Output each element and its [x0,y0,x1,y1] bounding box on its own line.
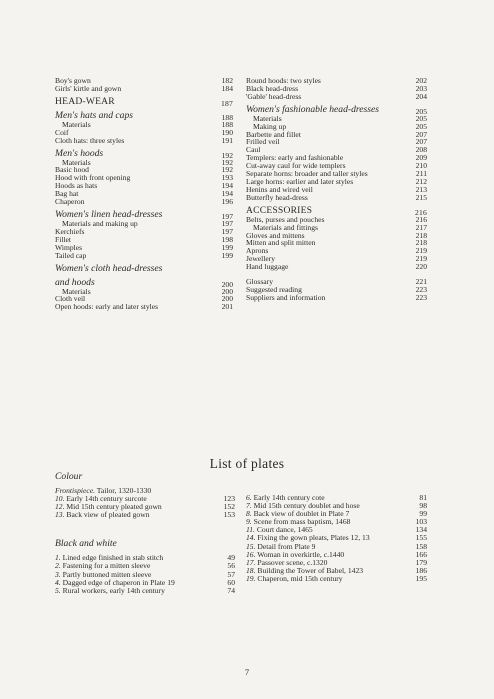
toc-entry-page: 209 [415,153,427,163]
plate-number: 14. [246,533,256,543]
colour-plates-list [55,487,235,519]
toc-entry [246,239,427,247]
toc-entry-title: Materials and making up [62,218,138,228]
toc-entry-title: Women's fashionable head-dresses [246,103,379,115]
toc-entry-page: 187 [221,98,233,108]
toc-entry [246,138,427,146]
toc-entry-page: 221 [415,277,427,287]
toc-entry-title: Cut-away caul for wide templers [246,161,346,171]
toc-entry-title: Hood with front opening [55,173,131,183]
toc-entry-page: 215 [415,192,427,202]
toc-entry-page: 213 [415,184,427,194]
toc-entry-title: Aprons [246,246,269,256]
toc-entry-page: 192 [221,150,233,160]
plate-number: 12. [55,502,65,512]
contents-right-column [246,77,427,302]
plate-page: 60 [227,577,235,587]
toc-entry-title: Open hoods: early and later styles [55,302,159,312]
toc-entry-title: Cloth veil [55,294,86,304]
toc-entry-page: 197 [221,226,233,236]
toc-entry-title: Men's hoods [55,147,104,159]
toc-entry-page: 192 [221,165,233,175]
toc-entry-title: Materials and fittings [253,222,318,232]
plate-number: 18. [246,565,256,575]
toc-entry-page: 196 [221,197,233,207]
toc-entry-title: Tailed cap [55,250,87,260]
plate-number: 17. [246,557,256,567]
toc-entry-title: Coif [55,127,69,137]
plate-number: 6. [246,493,252,502]
toc-entry-page: 208 [415,145,427,155]
toc-entry-page: 201 [221,302,233,312]
plate-page: 57 [227,569,235,579]
toc-entry-page: 223 [415,284,427,294]
toc-entry-page: 194 [221,181,233,191]
toc-entry-title: Chaperon [55,197,85,207]
plate-number: 7. [246,501,252,511]
toc-entry-title: Suppliers and information [246,292,326,302]
toc-entry-title: Women's cloth head-dresses [55,262,163,274]
toc-entry-page: 202 [415,76,427,85]
toc-entry-page: 203 [415,83,427,93]
plate-title: Chaperon, mid 15th century [257,573,343,583]
toc-entry [55,85,233,93]
plate-title: Woman in overkirtle, c.1440 [257,549,345,559]
toc-entry-page: 182 [221,76,233,85]
toc-entry-page: 205 [415,121,427,131]
plate-number: 16. [246,549,256,559]
toc-entry [55,182,233,190]
toc-entry-page: 217 [415,222,427,232]
plate-number: 5. [55,585,61,595]
toc-entry-page: 216 [415,214,427,224]
toc-entry-page: 200 [221,286,233,296]
plates-right-column [246,494,427,583]
plate-page: 123 [223,494,235,504]
toc-entry-page: 205 [415,106,427,116]
contents-left-column [55,77,233,311]
toc-entry-page: 191 [221,135,233,145]
toc-entry-title: Templers: early and fashionable [246,153,344,163]
plate-title: Building the Tower of Babel, 1423 [257,565,364,575]
toc-entry-title: 'Gable' head-dress [246,91,302,101]
bw-heading: Black and white [55,538,117,550]
plate-number: 8. [246,509,252,519]
plates-left-column [55,471,235,595]
toc-entry [246,294,427,302]
toc-entry-title: Jewellery [246,254,276,264]
plate-page: 195 [415,573,427,583]
toc-entry-title: Fillet [55,234,72,244]
toc-entry-title: Round hoods: two styles [246,76,321,85]
toc-entry-page: 200 [221,279,233,289]
plate-number: 19. [246,573,256,583]
plate-number: Frontispiece. [55,486,95,495]
toc-entry-page: 192 [221,157,233,167]
plate-title: Early 14th century cote [253,493,325,502]
plate-page: 155 [415,533,427,543]
plate-number: 10. [55,494,65,504]
toc-entry-title: Separate horns: broader and taller styles [246,169,368,179]
toc-entry-title: Materials [62,157,91,167]
toc-entry-page: 211 [415,169,427,179]
plate-number: 3. [55,569,61,579]
toc-entry-page: 188 [221,119,233,129]
plate-title: Tailor, 1320-1330 [96,486,152,495]
toc-entry-page: 220 [415,262,427,272]
plate-title: Detail from Plate 9 [257,541,316,551]
toc-entry-title: Caul [246,145,261,155]
plate-page: 134 [415,525,427,535]
toc-entry-title: Men's hats and caps [55,109,133,121]
plate-page: 103 [415,517,427,527]
toc-entry [246,194,427,202]
toc-entry-title: Women's linen head-dresses [55,208,163,220]
toc-entry [55,96,233,107]
plate-number: 4. [55,577,61,587]
toc-entry-title: Hand luggage [246,262,289,272]
toc-entry-title: Large horns: earlier and later styles [246,176,354,186]
toc-entry [246,93,427,101]
plate-title: Back view of doublet in Plate 7 [253,509,350,519]
plate-title: Fastening for a mitten sleeve [62,561,151,571]
plate-number: 15. [246,541,256,551]
toc-entry-page: 197 [221,211,233,221]
plate-page: 49 [227,553,235,563]
toc-entry-title: Black head-dress [246,83,299,93]
plate-title: Court dance, 1465 [256,525,313,535]
toc-entry [55,198,233,206]
plate-number: 9. [246,517,252,527]
toc-entry-title: Girls' kirtle and gown [55,83,122,93]
toc-entry-title: Barbette and fillet [246,129,301,139]
toc-entry-page: 219 [415,254,427,264]
plate-page: 74 [227,585,235,595]
toc-entry-title: Gloves and mittens [246,230,305,240]
toc-entry-page: 199 [221,250,233,260]
toc-entry-page: 199 [221,242,233,252]
toc-entry-title: Glossary [246,277,273,287]
plates-title: List of plates [209,456,285,471]
page-number: 7 [244,667,250,677]
plate-title: Lined edge finished in stab stitch [62,553,164,563]
toc-entry-title: Bag hat [55,189,79,199]
plate-page: 153 [223,510,235,520]
plate-entry [55,511,235,519]
plate-title: Mid 15th century pleated gown [66,502,162,512]
toc-entry-page: 198 [221,234,233,244]
plate-page: 186 [415,565,427,575]
toc-entry-title: Belts, purses and pouches [246,214,325,224]
toc-entry-page: 212 [415,176,427,186]
plate-entry [246,575,427,583]
toc-entry-title: Frilled veil [246,137,280,147]
toc-entry-title: Materials [62,286,91,296]
toc-entry-page: 190 [221,127,233,137]
toc-entry-title: Suggested reading [246,284,302,294]
toc-entry-title: Boy's gown [55,76,91,85]
plate-number: 13. [55,510,65,520]
toc-entry [55,252,233,260]
toc-entry-title: and hoods [55,276,95,288]
toc-entry-title: Basic hood [55,165,89,175]
toc-entry-title: Butterfly head-dress [246,192,308,202]
toc-entry-page: 193 [221,173,233,183]
toc-entry [55,264,233,274]
plate-number: 2. [55,561,61,571]
toc-entry-page: 207 [415,137,427,147]
plate-title: Mid 15th century doublet and hose [253,501,360,511]
toc-entry-title: Henins and wired veil [246,184,313,194]
toc-entry-page: 216 [415,207,427,217]
toc-entry-title: Mitten and split mitten [246,238,316,248]
plate-number: 1. [55,553,61,563]
toc-entry-title: Making up [253,121,287,131]
plate-title: Scene from mass baptism, 1468 [253,517,351,527]
toc-entry-page: 218 [415,230,427,240]
bw-plates-list [55,554,235,594]
plate-title: Dagged edge of chaperon in Plate 19 [62,577,175,587]
plate-number: 11. [246,525,255,535]
toc-entry [55,228,233,236]
plate-page: 81 [419,493,427,502]
toc-entry-page: 219 [415,246,427,256]
toc-entry [55,137,233,145]
colour-heading: Colour [55,471,83,482]
toc-entry-page: 188 [221,112,233,122]
plate-page: 158 [415,541,427,551]
toc-entry-title: Cloth hats: three styles [55,135,125,145]
toc-entry [246,263,427,271]
plate-page: 99 [419,509,427,519]
toc-entry-title: ACCESSORIES [246,204,313,216]
plate-page: 179 [415,557,427,567]
toc-entry-page: 218 [415,238,427,248]
toc-entry-title: Materials [62,119,91,129]
toc-entry [55,121,233,129]
toc-entry-title: Wimples [55,242,83,252]
toc-entry-title: Kerchiefs [55,226,85,236]
plate-title: Partly buttoned mitten sleeve [62,569,152,579]
toc-entry-title: Materials [253,113,282,123]
toc-entry-page: 205 [415,113,427,123]
toc-entry-page: 210 [415,161,427,171]
plate-title: Passover scene, c.1320 [257,557,328,567]
toc-entry-title: HEAD-WEAR [55,95,115,107]
toc-entry-page: 200 [221,294,233,304]
plate-page: 152 [223,502,235,512]
plate-page: 166 [415,549,427,559]
toc-entry-page: 184 [221,83,233,93]
plate-title: Early 14th century surcote [66,494,147,504]
toc-entry [55,303,233,311]
plate-title: Rural workers, early 14th century [62,585,165,595]
toc-entry-page: 204 [415,91,427,101]
plate-title: Fixing the gown pleats, Plates 12, 13 [257,533,370,543]
toc-entry-page: 223 [415,292,427,302]
toc-entry-page: 197 [221,218,233,228]
plate-entry [55,587,235,595]
toc-entry-title: Hoods as hats [55,181,98,191]
plate-title: Back view of pleated gown [66,510,150,520]
toc-entry-page: 207 [415,129,427,139]
plate-page: 56 [227,561,235,571]
plate-page: 98 [419,501,427,511]
toc-entry-page: 194 [221,189,233,199]
